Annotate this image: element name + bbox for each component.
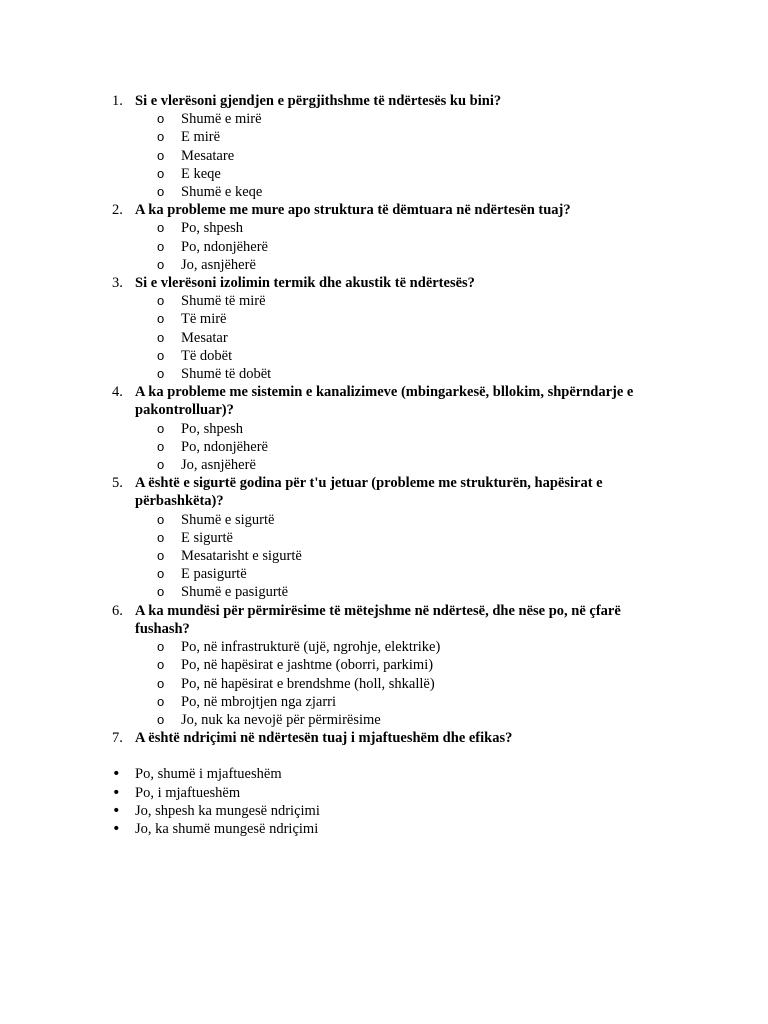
question-7-answers [0,765,768,838]
option-label: Po, shpesh [181,220,244,237]
option-marker: o [157,438,165,454]
option-marker: o [157,511,165,527]
question-1-options [0,110,768,201]
option-label: Mesatarisht e sigurtë [181,548,302,565]
bullet-label: Jo, shpesh ka mungesë ndriçimi [135,802,320,819]
option-label: Shumë të mirë [181,293,266,310]
option-item [0,347,768,365]
option-item [0,529,768,547]
option-item [0,693,768,711]
option-marker: o [157,256,165,272]
question-text: A ka probleme me mure apo struktura të dëmtuara në ndërtesën tuaj? [135,202,571,219]
option-marker: o [157,457,165,473]
question-4-options [0,420,768,475]
question-5 [0,474,768,510]
option-marker: o [157,165,165,181]
option-item [0,420,768,438]
bullet-label: Po, i mjaftueshëm [135,784,241,801]
option-item [0,656,768,674]
option-marker: o [157,111,165,127]
option-item [0,147,768,165]
option-marker: o [157,293,165,309]
option-item [0,511,768,529]
option-label: Shumë e keqe [181,184,263,201]
bullet-marker: • [112,784,121,801]
question-number: 5. [112,475,123,492]
option-marker: o [157,584,165,600]
question-number: 6. [112,602,123,619]
question-3 [0,274,768,292]
option-label: Po, në mbrojtjen nga zjarri [181,693,337,710]
question-number: 1. [112,93,123,109]
question-7 [0,729,768,747]
option-marker: o [157,548,165,564]
option-item [0,438,768,456]
option-label: E keqe [181,165,221,182]
option-item [0,456,768,474]
question-1 [0,92,768,110]
option-item [0,310,768,328]
option-label: Shumë e pasigurtë [181,584,289,601]
option-marker: o [157,675,165,691]
option-item [0,329,768,347]
question-text: A është e sigurtë godina për t'u jetuar (probleme me strukturën, hapësirat e përbashkëta)? [135,475,603,510]
option-marker: o [157,366,165,382]
question-3-options [0,292,768,383]
option-label: Po, në hapësirat e jashtme (oborri, parkimi) [181,657,434,674]
option-marker: o [157,147,165,163]
option-marker: o [157,311,165,327]
option-marker: o [157,347,165,363]
option-item [0,547,768,565]
option-label: Jo, asnjëherë [181,256,256,273]
option-marker: o [157,529,165,545]
option-label: Jo, asnjëherë [181,457,256,474]
option-marker: o [157,220,165,236]
question-text: A është ndriçimi në ndërtesën tuaj i mjaftueshëm dhe efikas? [135,730,513,747]
option-label: Po, shpesh [181,420,244,437]
option-marker: o [157,420,165,436]
question-text: A ka mundësi për përmirësime të mëtejshme në ndërtesë, dhe nëse po, në çfarë fushash? [135,602,621,637]
option-item [0,256,768,274]
option-marker: o [157,566,165,582]
option-marker: o [157,238,165,254]
option-item [0,292,768,310]
questionnaire [0,92,768,838]
option-marker: o [157,657,165,673]
option-label: Po, në hapësirat e brendshme (holl, shkallë) [181,675,435,692]
option-item [0,711,768,729]
question-6-options [0,638,768,729]
bullet-item [0,765,768,783]
option-marker: o [157,639,165,655]
question-number: 3. [112,275,123,292]
option-item [0,675,768,693]
question-5-options [0,511,768,602]
option-item [0,165,768,183]
option-label: Shumë të dobët [181,366,272,383]
question-2 [0,201,768,219]
question-number: 4. [112,384,123,401]
option-item [0,128,768,146]
option-marker: o [157,184,165,200]
option-label: E pasigurtë [181,566,247,583]
option-label: Të mirë [181,311,227,328]
question-text: Si e vlerësoni gjendjen e përgjithshme të ndërtesës ku bini? [135,93,502,109]
option-label: Mesatare [181,147,235,164]
option-label: E sigurtë [181,529,233,546]
option-label: E mirë [181,129,221,146]
option-item [0,219,768,237]
option-item [0,565,768,583]
bullet-label: Po, shumë i mjaftueshëm [135,766,282,783]
option-marker: o [157,329,165,345]
option-item [0,365,768,383]
spacer [0,747,768,765]
question-text: A ka probleme me sistemin e kanalizimeve (mbingarkesë, bllokim, shpërndarje e pakontrolluar)? [135,384,634,419]
question-4 [0,383,768,419]
bullet-item [0,820,768,838]
question-text: Si e vlerësoni izolimin termik dhe akustik të ndërtesës? [135,275,475,292]
option-marker: o [157,711,165,727]
bullet-marker: • [112,802,121,819]
option-label: Shumë e sigurtë [181,511,275,528]
option-label: Po, ndonjëherë [181,438,268,455]
option-marker: o [157,129,165,145]
option-label: Po, ndonjëherë [181,238,268,255]
bullet-marker: • [112,766,121,783]
bullet-marker: • [112,820,121,837]
bullet-label: Jo, ka shumë mungesë ndriçimi [135,820,319,837]
question-2-options [0,219,768,274]
option-label: Jo, nuk ka nevojë për përmirësime [181,711,381,728]
option-marker: o [157,693,165,709]
bullet-item [0,802,768,820]
option-label: Të dobët [181,347,233,364]
question-6 [0,602,768,638]
question-number: 2. [112,202,123,219]
option-item [0,238,768,256]
option-item [0,638,768,656]
option-item [0,583,768,601]
option-label: Shumë e mirë [181,111,262,128]
question-number: 7. [112,730,123,747]
option-label: Po, në infrastrukturë (ujë, ngrohje, elektrike) [181,639,441,656]
option-item [0,183,768,201]
bullet-item [0,784,768,802]
option-label: Mesatar [181,329,228,346]
option-item [0,110,768,128]
